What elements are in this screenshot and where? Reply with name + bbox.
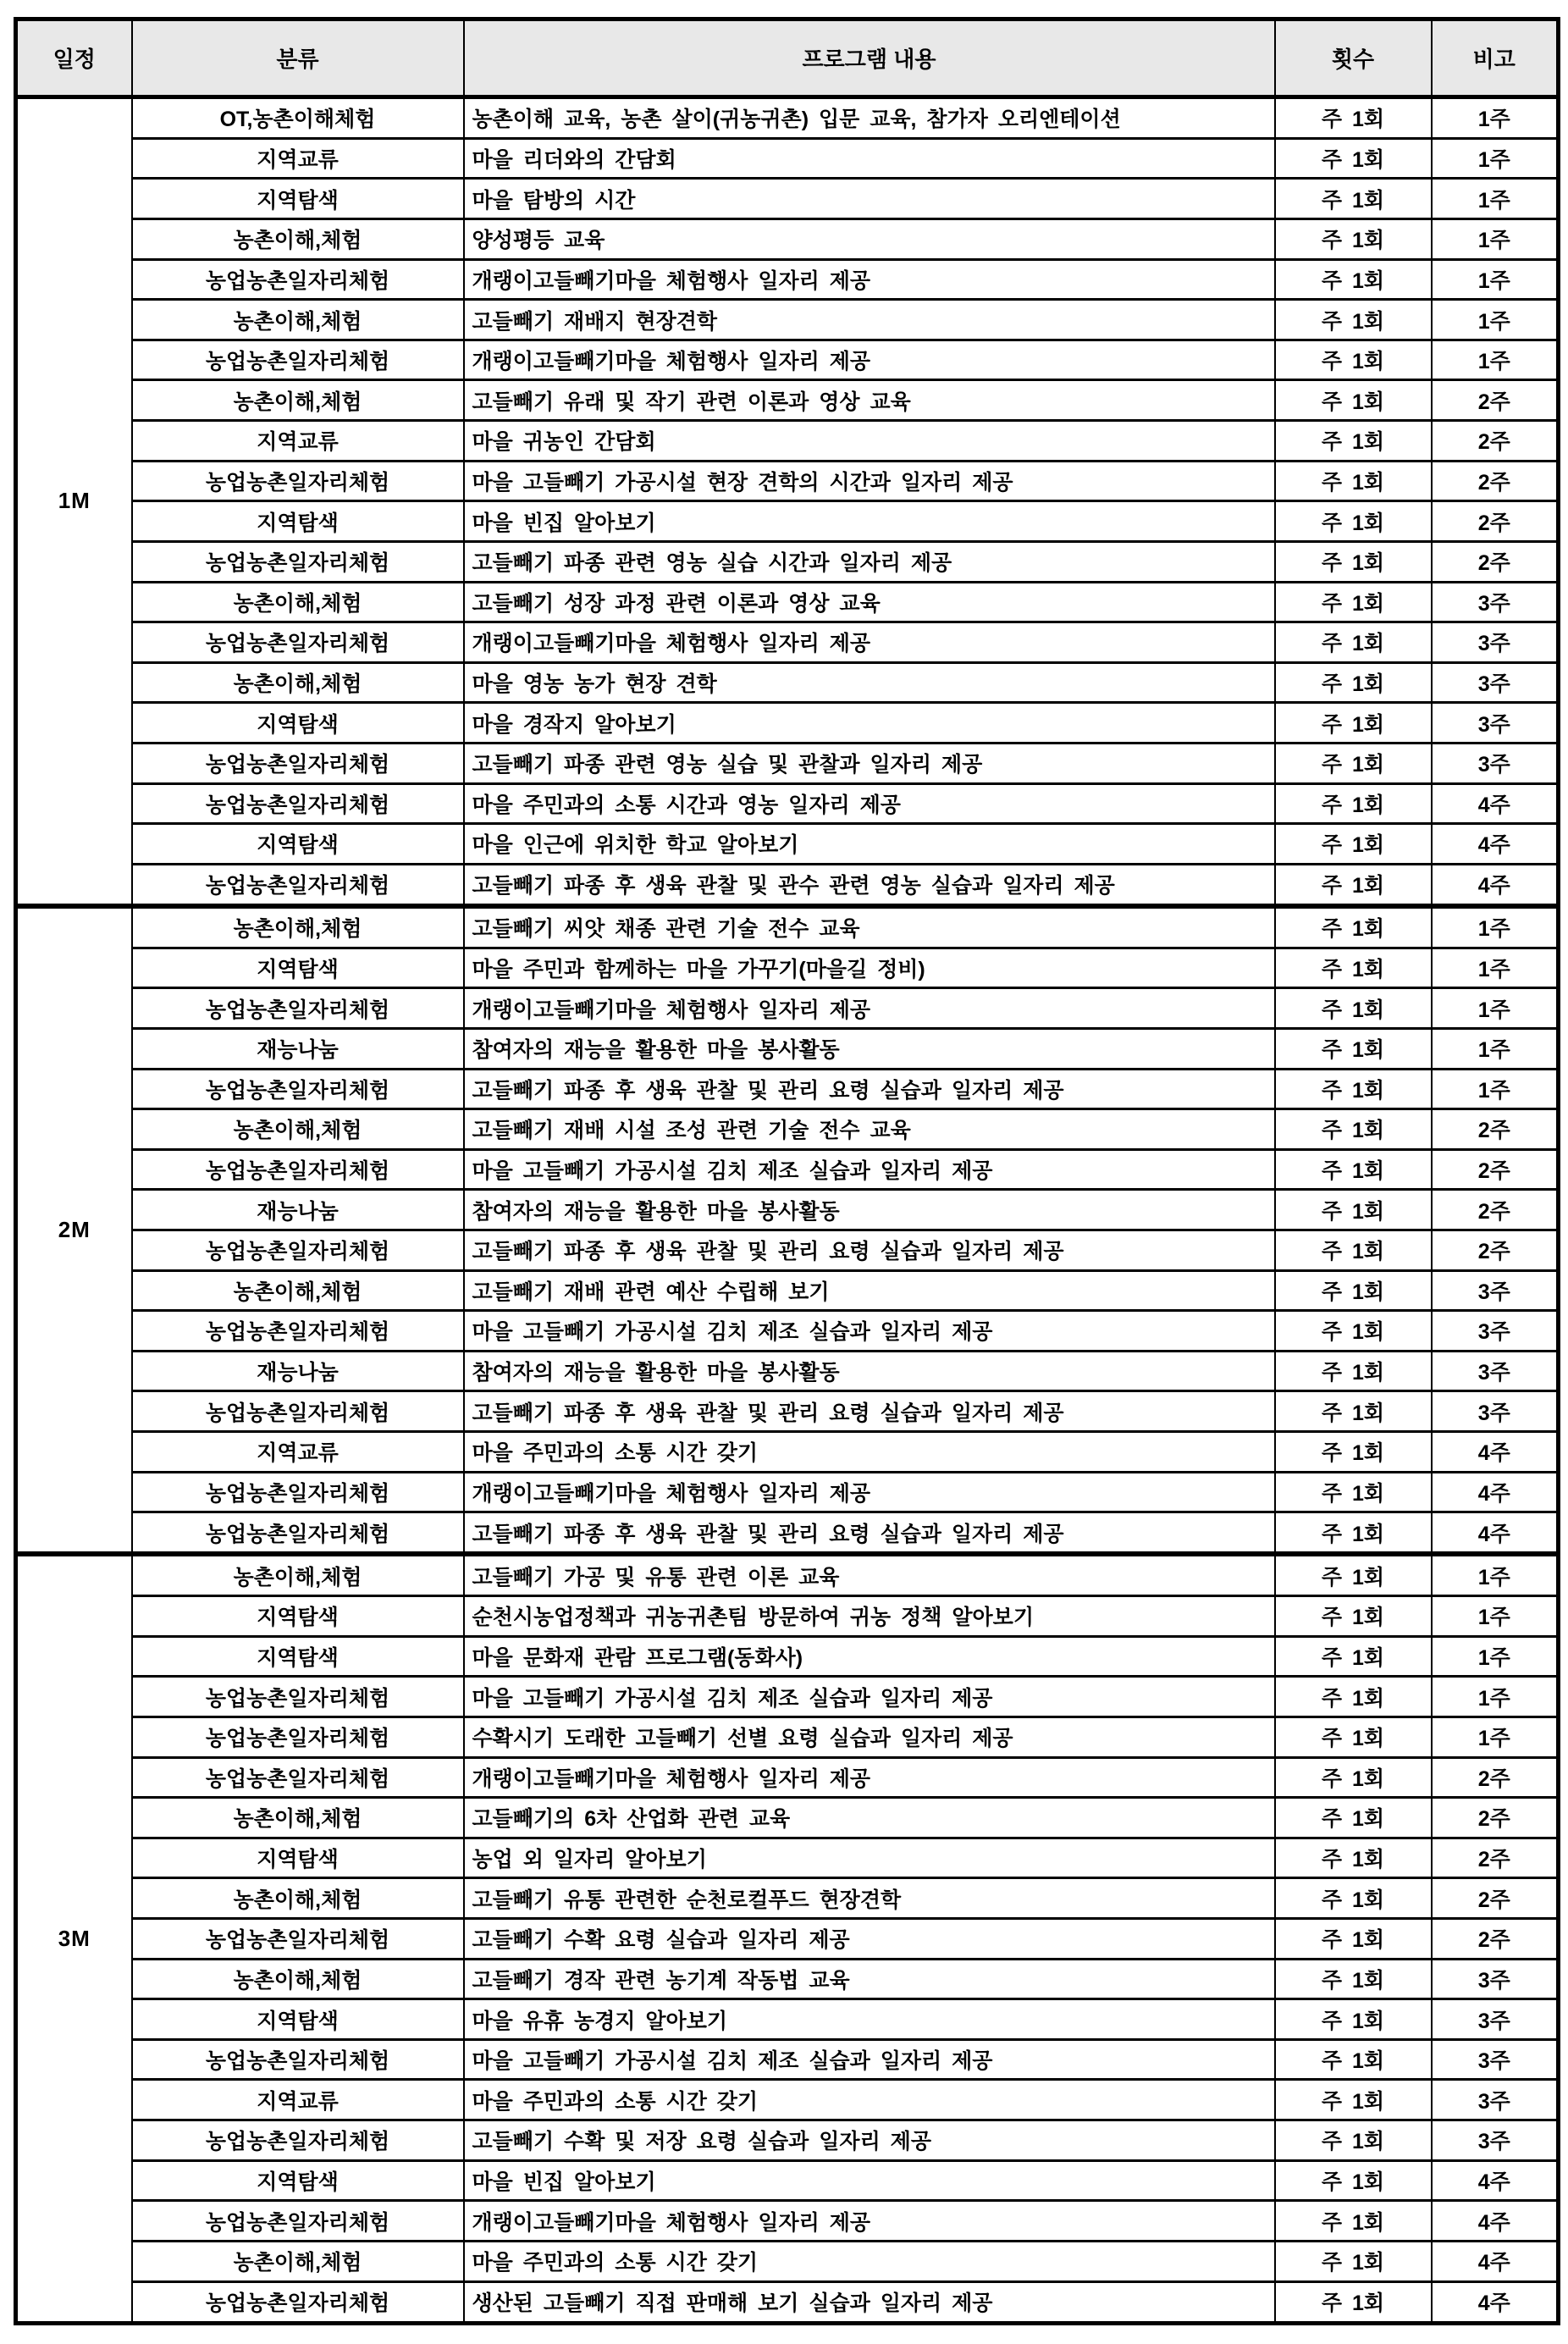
category-cell: 농업농촌일자리체험 bbox=[132, 1757, 464, 1798]
table-row bbox=[16, 300, 1559, 340]
category-cell: 농업농촌일자리체험 bbox=[132, 340, 464, 380]
header-row bbox=[16, 19, 1559, 97]
category-cell: 농촌이해,체험 bbox=[132, 1959, 464, 1999]
content-cell: 농업 외 일자리 알아보기 bbox=[464, 1838, 1275, 1878]
note-cell: 1주 bbox=[1432, 1028, 1559, 1069]
table-row bbox=[16, 461, 1559, 501]
header-content: 프로그램 내용 bbox=[464, 19, 1275, 97]
count-cell: 주 1회 bbox=[1275, 1270, 1432, 1311]
content-cell: 마을 리더와의 간담회 bbox=[464, 138, 1275, 179]
category-cell: 지역교류 bbox=[132, 2080, 464, 2120]
note-cell: 3주 bbox=[1432, 1959, 1559, 1999]
category-cell: 지역탐색 bbox=[132, 1838, 464, 1878]
content-cell: 순천시농업정책과 귀농귀촌팀 방문하여 귀농 정책 알아보기 bbox=[464, 1596, 1275, 1637]
content-cell: 참여자의 재능을 활용한 마을 봉사활동 bbox=[464, 1351, 1275, 1391]
note-cell: 2주 bbox=[1432, 1230, 1559, 1270]
category-cell: 농촌이해,체험 bbox=[132, 1878, 464, 1919]
content-cell: 농촌이해 교육, 농촌 살이(귀농귀촌) 입문 교육, 참가자 오리엔테이션 bbox=[464, 97, 1275, 139]
table-row bbox=[16, 1919, 1559, 1960]
table-row bbox=[16, 2281, 1559, 2324]
table-row bbox=[16, 864, 1559, 905]
note-cell: 2주 bbox=[1432, 380, 1559, 421]
table-row bbox=[16, 1109, 1559, 1150]
table-row bbox=[16, 2120, 1559, 2161]
table-row bbox=[16, 1959, 1559, 1999]
note-cell: 3주 bbox=[1432, 622, 1559, 663]
table-row bbox=[16, 1878, 1559, 1919]
count-cell: 주 1회 bbox=[1275, 1432, 1432, 1473]
count-cell: 주 1회 bbox=[1275, 662, 1432, 703]
content-cell: 마을 주민과의 소통 시간과 영농 일자리 제공 bbox=[464, 783, 1275, 824]
table-row bbox=[16, 421, 1559, 462]
category-cell: 재능나눔 bbox=[132, 1351, 464, 1391]
count-cell: 주 1회 bbox=[1275, 582, 1432, 622]
category-cell: 지역탐색 bbox=[132, 1596, 464, 1637]
category-cell: 농업농촌일자리체험 bbox=[132, 2281, 464, 2324]
category-cell: 농촌이해,체험 bbox=[132, 1798, 464, 1838]
note-cell: 4주 bbox=[1432, 2201, 1559, 2242]
count-cell: 주 1회 bbox=[1275, 703, 1432, 744]
content-cell: 고들빼기 파종 후 생육 관찰 및 관리 요령 실습과 일자리 제공 bbox=[464, 1391, 1275, 1432]
count-cell: 주 1회 bbox=[1275, 219, 1432, 260]
content-cell: 고들빼기 파종 관련 영농 실습 시간과 일자리 제공 bbox=[464, 541, 1275, 582]
category-cell: 농업농촌일자리체험 bbox=[132, 988, 464, 1029]
table-row bbox=[16, 541, 1559, 582]
count-cell: 주 1회 bbox=[1275, 1190, 1432, 1230]
table-row bbox=[16, 988, 1559, 1029]
table-row bbox=[16, 783, 1559, 824]
content-cell: 마을 주민과의 소통 시간 갖기 bbox=[464, 2080, 1275, 2120]
content-cell: 고들빼기 파종 후 생육 관찰 및 관리 요령 실습과 일자리 제공 bbox=[464, 1230, 1275, 1270]
note-cell: 3주 bbox=[1432, 582, 1559, 622]
category-cell: 농촌이해,체험 bbox=[132, 906, 464, 948]
note-cell: 2주 bbox=[1432, 1919, 1559, 1960]
count-cell: 주 1회 bbox=[1275, 179, 1432, 219]
count-cell: 주 1회 bbox=[1275, 1472, 1432, 1512]
table-row bbox=[16, 1999, 1559, 2040]
note-cell: 4주 bbox=[1432, 2241, 1559, 2281]
header-note: 비고 bbox=[1432, 19, 1559, 97]
content-cell: 양성평등 교육 bbox=[464, 219, 1275, 260]
table-row bbox=[16, 2080, 1559, 2120]
content-cell: 마을 인근에 위치한 학교 알아보기 bbox=[464, 824, 1275, 865]
table-row bbox=[16, 179, 1559, 219]
table-row bbox=[16, 1270, 1559, 1311]
note-cell: 2주 bbox=[1432, 421, 1559, 462]
count-cell: 주 1회 bbox=[1275, 948, 1432, 988]
category-cell: 농촌이해,체험 bbox=[132, 2241, 464, 2281]
content-cell: 마을 탐방의 시간 bbox=[464, 179, 1275, 219]
table-row bbox=[16, 1717, 1559, 1757]
category-cell: 농업농촌일자리체험 bbox=[132, 864, 464, 905]
content-cell: 고들빼기 경작 관련 농기계 작동법 교육 bbox=[464, 1959, 1275, 1999]
count-cell: 주 1회 bbox=[1275, 1391, 1432, 1432]
content-cell: 마을 귀농인 간담회 bbox=[464, 421, 1275, 462]
content-cell: 개랭이고들빼기마을 체험행사 일자리 제공 bbox=[464, 988, 1275, 1029]
note-cell: 1주 bbox=[1432, 1069, 1559, 1109]
content-cell: 마을 주민과의 소통 시간 갖기 bbox=[464, 2241, 1275, 2281]
table-row bbox=[16, 1230, 1559, 1270]
count-cell: 주 1회 bbox=[1275, 1351, 1432, 1391]
content-cell: 마을 고들빼기 가공시설 김치 제조 실습과 일자리 제공 bbox=[464, 2039, 1275, 2080]
content-cell: 고들빼기 수확 요령 실습과 일자리 제공 bbox=[464, 1919, 1275, 1960]
note-cell: 2주 bbox=[1432, 1149, 1559, 1190]
category-cell: 지역탐색 bbox=[132, 1999, 464, 2040]
note-cell: 1주 bbox=[1432, 259, 1559, 300]
table-row bbox=[16, 2160, 1559, 2201]
table-row bbox=[16, 1596, 1559, 1637]
table-row bbox=[16, 662, 1559, 703]
content-cell: 수확시기 도래한 고들빼기 선별 요령 실습과 일자리 제공 bbox=[464, 1717, 1275, 1757]
content-cell: 고들빼기 씨앗 채종 관련 기술 전수 교육 bbox=[464, 906, 1275, 948]
note-cell: 1주 bbox=[1432, 219, 1559, 260]
table-row bbox=[16, 1512, 1559, 1554]
note-cell: 1주 bbox=[1432, 340, 1559, 380]
content-cell: 마을 문화재 관람 프로그램(동화사) bbox=[464, 1636, 1275, 1677]
table-row bbox=[16, 1554, 1559, 1595]
count-cell: 주 1회 bbox=[1275, 421, 1432, 462]
table-row bbox=[16, 380, 1559, 421]
content-cell: 개랭이고들빼기마을 체험행사 일자리 제공 bbox=[464, 2201, 1275, 2242]
count-cell: 주 1회 bbox=[1275, 1798, 1432, 1838]
note-cell: 1주 bbox=[1432, 1677, 1559, 1717]
category-cell: 지역탐색 bbox=[132, 824, 464, 865]
table-row bbox=[16, 703, 1559, 744]
note-cell: 4주 bbox=[1432, 783, 1559, 824]
category-cell: 농촌이해,체험 bbox=[132, 219, 464, 260]
count-cell: 주 1회 bbox=[1275, 2160, 1432, 2201]
category-cell: 농업농촌일자리체험 bbox=[132, 1391, 464, 1432]
table-row bbox=[16, 1069, 1559, 1109]
count-cell: 주 1회 bbox=[1275, 1677, 1432, 1717]
table-row bbox=[16, 906, 1559, 948]
category-cell: 지역교류 bbox=[132, 138, 464, 179]
content-cell: 고들빼기 가공 및 유통 관련 이론 교육 bbox=[464, 1554, 1275, 1595]
count-cell: 주 1회 bbox=[1275, 864, 1432, 905]
count-cell: 주 1회 bbox=[1275, 1230, 1432, 1270]
note-cell: 2주 bbox=[1432, 1190, 1559, 1230]
count-cell: 주 1회 bbox=[1275, 783, 1432, 824]
category-cell: 농촌이해,체험 bbox=[132, 1109, 464, 1150]
table-row bbox=[16, 1391, 1559, 1432]
content-cell: 참여자의 재능을 활용한 마을 봉사활동 bbox=[464, 1028, 1275, 1069]
content-cell: 개랭이고들빼기마을 체험행사 일자리 제공 bbox=[464, 1472, 1275, 1512]
category-cell: 농촌이해,체험 bbox=[132, 1554, 464, 1595]
category-cell: 농촌이해,체험 bbox=[132, 662, 464, 703]
content-cell: 고들빼기 파종 후 생육 관찰 및 관리 요령 실습과 일자리 제공 bbox=[464, 1069, 1275, 1109]
count-cell: 주 1회 bbox=[1275, 380, 1432, 421]
count-cell: 주 1회 bbox=[1275, 1028, 1432, 1069]
content-cell: 고들빼기의 6차 산업화 관련 교육 bbox=[464, 1798, 1275, 1838]
count-cell: 주 1회 bbox=[1275, 1878, 1432, 1919]
table-row bbox=[16, 1838, 1559, 1878]
category-cell: 농업농촌일자리체험 bbox=[132, 1069, 464, 1109]
note-cell: 1주 bbox=[1432, 138, 1559, 179]
category-cell: 농촌이해,체험 bbox=[132, 582, 464, 622]
count-cell: 주 1회 bbox=[1275, 906, 1432, 948]
count-cell: 주 1회 bbox=[1275, 1717, 1432, 1757]
category-cell: 재능나눔 bbox=[132, 1028, 464, 1069]
count-cell: 주 1회 bbox=[1275, 1636, 1432, 1677]
category-cell: 지역교류 bbox=[132, 1432, 464, 1473]
category-cell: OT,농촌이해체험 bbox=[132, 97, 464, 139]
count-cell: 주 1회 bbox=[1275, 1596, 1432, 1637]
category-cell: 농업농촌일자리체험 bbox=[132, 259, 464, 300]
category-cell: 농업농촌일자리체험 bbox=[132, 1230, 464, 1270]
content-cell: 마을 고들빼기 가공시설 현장 견학의 시간과 일자리 제공 bbox=[464, 461, 1275, 501]
header-count: 횟수 bbox=[1275, 19, 1432, 97]
content-cell: 마을 고들빼기 가공시설 김치 제조 실습과 일자리 제공 bbox=[464, 1311, 1275, 1352]
note-cell: 1주 bbox=[1432, 1636, 1559, 1677]
count-cell: 주 1회 bbox=[1275, 2039, 1432, 2080]
count-cell: 주 1회 bbox=[1275, 461, 1432, 501]
content-cell: 개랭이고들빼기마을 체험행사 일자리 제공 bbox=[464, 1757, 1275, 1798]
count-cell: 주 1회 bbox=[1275, 2281, 1432, 2324]
content-cell: 고들빼기 파종 후 생육 관찰 및 관리 요령 실습과 일자리 제공 bbox=[464, 1512, 1275, 1554]
table-row bbox=[16, 1149, 1559, 1190]
count-cell: 주 1회 bbox=[1275, 1512, 1432, 1554]
category-cell: 지역교류 bbox=[132, 421, 464, 462]
note-cell: 3주 bbox=[1432, 1391, 1559, 1432]
table-row bbox=[16, 1190, 1559, 1230]
category-cell: 농업농촌일자리체험 bbox=[132, 2039, 464, 2080]
count-cell: 주 1회 bbox=[1275, 541, 1432, 582]
count-cell: 주 1회 bbox=[1275, 622, 1432, 663]
count-cell: 주 1회 bbox=[1275, 824, 1432, 865]
note-cell: 4주 bbox=[1432, 1432, 1559, 1473]
category-cell: 지역탐색 bbox=[132, 703, 464, 744]
content-cell: 마을 빈집 알아보기 bbox=[464, 2160, 1275, 2201]
note-cell: 2주 bbox=[1432, 1109, 1559, 1150]
count-cell: 주 1회 bbox=[1275, 138, 1432, 179]
note-cell: 1주 bbox=[1432, 1554, 1559, 1595]
note-cell: 2주 bbox=[1432, 1757, 1559, 1798]
table-row bbox=[16, 582, 1559, 622]
table-row bbox=[16, 1028, 1559, 1069]
note-cell: 2주 bbox=[1432, 501, 1559, 542]
content-cell: 고들빼기 파종 후 생육 관찰 및 관수 관련 영농 실습과 일자리 제공 bbox=[464, 864, 1275, 905]
note-cell: 3주 bbox=[1432, 2120, 1559, 2161]
count-cell: 주 1회 bbox=[1275, 259, 1432, 300]
count-cell: 주 1회 bbox=[1275, 988, 1432, 1029]
note-cell: 4주 bbox=[1432, 824, 1559, 865]
category-cell: 지역탐색 bbox=[132, 179, 464, 219]
count-cell: 주 1회 bbox=[1275, 300, 1432, 340]
count-cell: 주 1회 bbox=[1275, 1959, 1432, 1999]
table-row bbox=[16, 622, 1559, 663]
category-cell: 지역탐색 bbox=[132, 2160, 464, 2201]
content-cell: 고들빼기 수확 및 저장 요령 실습과 일자리 제공 bbox=[464, 2120, 1275, 2161]
category-cell: 농업농촌일자리체험 bbox=[132, 2120, 464, 2161]
count-cell: 주 1회 bbox=[1275, 1109, 1432, 1150]
count-cell: 주 1회 bbox=[1275, 743, 1432, 783]
header-category: 분류 bbox=[132, 19, 464, 97]
note-cell: 3주 bbox=[1432, 1270, 1559, 1311]
table-row bbox=[16, 2241, 1559, 2281]
category-cell: 지역탐색 bbox=[132, 948, 464, 988]
category-cell: 농업농촌일자리체험 bbox=[132, 743, 464, 783]
note-cell: 2주 bbox=[1432, 1878, 1559, 1919]
schedule-label-3m: 3M bbox=[16, 1554, 132, 2323]
note-cell: 2주 bbox=[1432, 1838, 1559, 1878]
table-row bbox=[16, 97, 1559, 139]
note-cell: 1주 bbox=[1432, 300, 1559, 340]
schedule-label-2m: 2M bbox=[16, 906, 132, 1554]
category-cell: 농업농촌일자리체험 bbox=[132, 2201, 464, 2242]
category-cell: 농업농촌일자리체험 bbox=[132, 1512, 464, 1554]
category-cell: 농업농촌일자리체험 bbox=[132, 1717, 464, 1757]
content-cell: 마을 주민과 함께하는 마을 가꾸기(마을길 정비) bbox=[464, 948, 1275, 988]
note-cell: 1주 bbox=[1432, 948, 1559, 988]
content-cell: 고들빼기 재배 관련 예산 수립해 보기 bbox=[464, 1270, 1275, 1311]
category-cell: 농업농촌일자리체험 bbox=[132, 541, 464, 582]
count-cell: 주 1회 bbox=[1275, 2080, 1432, 2120]
content-cell: 참여자의 재능을 활용한 마을 봉사활동 bbox=[464, 1190, 1275, 1230]
table-row bbox=[16, 2201, 1559, 2242]
note-cell: 1주 bbox=[1432, 1717, 1559, 1757]
note-cell: 1주 bbox=[1432, 97, 1559, 139]
count-cell: 주 1회 bbox=[1275, 2201, 1432, 2242]
note-cell: 3주 bbox=[1432, 2039, 1559, 2080]
category-cell: 농업농촌일자리체험 bbox=[132, 1919, 464, 1960]
count-cell: 주 1회 bbox=[1275, 501, 1432, 542]
program-schedule-table bbox=[14, 17, 1560, 2325]
note-cell: 2주 bbox=[1432, 1798, 1559, 1838]
table-row bbox=[16, 259, 1559, 300]
table-row bbox=[16, 1757, 1559, 1798]
category-cell: 지역탐색 bbox=[132, 501, 464, 542]
content-cell: 생산된 고들빼기 직접 판매해 보기 실습과 일자리 제공 bbox=[464, 2281, 1275, 2324]
table-row bbox=[16, 1432, 1559, 1473]
table-row bbox=[16, 1351, 1559, 1391]
note-cell: 2주 bbox=[1432, 541, 1559, 582]
table-row bbox=[16, 138, 1559, 179]
content-cell: 개랭이고들빼기마을 체험행사 일자리 제공 bbox=[464, 259, 1275, 300]
note-cell: 3주 bbox=[1432, 1311, 1559, 1352]
table-row bbox=[16, 1472, 1559, 1512]
note-cell: 1주 bbox=[1432, 906, 1559, 948]
content-cell: 마을 빈집 알아보기 bbox=[464, 501, 1275, 542]
count-cell: 주 1회 bbox=[1275, 2241, 1432, 2281]
count-cell: 주 1회 bbox=[1275, 340, 1432, 380]
category-cell: 농업농촌일자리체험 bbox=[132, 783, 464, 824]
schedule-label-1m: 1M bbox=[16, 97, 132, 906]
count-cell: 주 1회 bbox=[1275, 2120, 1432, 2161]
count-cell: 주 1회 bbox=[1275, 1757, 1432, 1798]
category-cell: 농업농촌일자리체험 bbox=[132, 461, 464, 501]
content-cell: 고들빼기 파종 관련 영농 실습 및 관찰과 일자리 제공 bbox=[464, 743, 1275, 783]
content-cell: 개랭이고들빼기마을 체험행사 일자리 제공 bbox=[464, 622, 1275, 663]
note-cell: 4주 bbox=[1432, 864, 1559, 905]
table-row bbox=[16, 948, 1559, 988]
note-cell: 3주 bbox=[1432, 743, 1559, 783]
table-row bbox=[16, 1636, 1559, 1677]
category-cell: 농촌이해,체험 bbox=[132, 300, 464, 340]
category-cell: 농업농촌일자리체험 bbox=[132, 1149, 464, 1190]
table-row bbox=[16, 1798, 1559, 1838]
category-cell: 농업농촌일자리체험 bbox=[132, 1311, 464, 1352]
note-cell: 4주 bbox=[1432, 2281, 1559, 2324]
table-row bbox=[16, 743, 1559, 783]
header-schedule: 일정 bbox=[16, 19, 132, 97]
count-cell: 주 1회 bbox=[1275, 1149, 1432, 1190]
count-cell: 주 1회 bbox=[1275, 97, 1432, 139]
note-cell: 3주 bbox=[1432, 2080, 1559, 2120]
category-cell: 농촌이해,체험 bbox=[132, 380, 464, 421]
content-cell: 마을 영농 농가 현장 견학 bbox=[464, 662, 1275, 703]
content-cell: 마을 경작지 알아보기 bbox=[464, 703, 1275, 744]
note-cell: 1주 bbox=[1432, 179, 1559, 219]
content-cell: 마을 고들빼기 가공시설 김치 제조 실습과 일자리 제공 bbox=[464, 1149, 1275, 1190]
category-cell: 지역탐색 bbox=[132, 1636, 464, 1677]
table-row bbox=[16, 824, 1559, 865]
table-row bbox=[16, 340, 1559, 380]
count-cell: 주 1회 bbox=[1275, 1069, 1432, 1109]
note-cell: 2주 bbox=[1432, 461, 1559, 501]
table-row bbox=[16, 219, 1559, 260]
count-cell: 주 1회 bbox=[1275, 1838, 1432, 1878]
note-cell: 4주 bbox=[1432, 1472, 1559, 1512]
note-cell: 1주 bbox=[1432, 988, 1559, 1029]
count-cell: 주 1회 bbox=[1275, 1999, 1432, 2040]
count-cell: 주 1회 bbox=[1275, 1311, 1432, 1352]
table-row bbox=[16, 501, 1559, 542]
category-cell: 농업농촌일자리체험 bbox=[132, 1472, 464, 1512]
table-body bbox=[16, 97, 1559, 2324]
content-cell: 마을 고들빼기 가공시설 김치 제조 실습과 일자리 제공 bbox=[464, 1677, 1275, 1717]
category-cell: 농촌이해,체험 bbox=[132, 1270, 464, 1311]
note-cell: 3주 bbox=[1432, 1351, 1559, 1391]
table-row bbox=[16, 1677, 1559, 1717]
content-cell: 마을 주민과의 소통 시간 갖기 bbox=[464, 1432, 1275, 1473]
note-cell: 4주 bbox=[1432, 2160, 1559, 2201]
category-cell: 농업농촌일자리체험 bbox=[132, 622, 464, 663]
note-cell: 1주 bbox=[1432, 1596, 1559, 1637]
content-cell: 고들빼기 재배지 현장견학 bbox=[464, 300, 1275, 340]
note-cell: 3주 bbox=[1432, 662, 1559, 703]
content-cell: 고들빼기 유래 및 작기 관련 이론과 영상 교육 bbox=[464, 380, 1275, 421]
table-row bbox=[16, 1311, 1559, 1352]
content-cell: 개랭이고들빼기마을 체험행사 일자리 제공 bbox=[464, 340, 1275, 380]
content-cell: 고들빼기 유통 관련한 순천로컬푸드 현장견학 bbox=[464, 1878, 1275, 1919]
note-cell: 4주 bbox=[1432, 1512, 1559, 1554]
content-cell: 고들빼기 재배 시설 조성 관련 기술 전수 교육 bbox=[464, 1109, 1275, 1150]
category-cell: 재능나눔 bbox=[132, 1190, 464, 1230]
category-cell: 농업농촌일자리체험 bbox=[132, 1677, 464, 1717]
content-cell: 고들빼기 성장 과정 관련 이론과 영상 교육 bbox=[464, 582, 1275, 622]
table-row bbox=[16, 2039, 1559, 2080]
count-cell: 주 1회 bbox=[1275, 1554, 1432, 1595]
content-cell: 마을 유휴 농경지 알아보기 bbox=[464, 1999, 1275, 2040]
note-cell: 3주 bbox=[1432, 703, 1559, 744]
note-cell: 3주 bbox=[1432, 1999, 1559, 2040]
count-cell: 주 1회 bbox=[1275, 1919, 1432, 1960]
